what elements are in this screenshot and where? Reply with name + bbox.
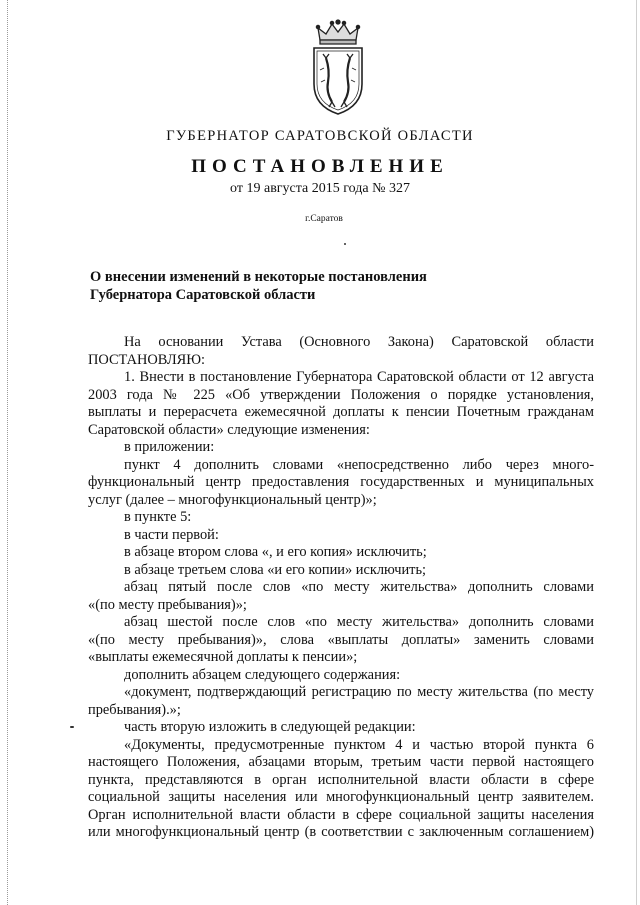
body-line: «Документы, предусмотренные пунктом 4 и частью второй пункта 6 xyxy=(124,736,594,753)
body-line: социальной защиты населения или многофункциональный центр заявителем. xyxy=(88,789,594,805)
body-line: или многофункциональный центр (в соответствии с заключенным соглашением) xyxy=(88,824,594,840)
body-line: «(по месту пребывания)», слова «выплаты доплаты» заменить словами xyxy=(88,631,594,648)
coat-of-arms-icon xyxy=(306,18,370,118)
body-line: пункт 4 дополнить словами «непосредственно либо через много- xyxy=(124,456,594,473)
body-line: в пункте 5: xyxy=(124,509,192,525)
body-line: «(по месту пребывания)»; xyxy=(88,596,247,613)
document-type: ПОСТАНОВЛЕНИЕ xyxy=(191,156,449,177)
body-line: пункта, представляются в орган исполнительной власти области в сфере xyxy=(88,771,594,788)
body-line: в приложении: xyxy=(124,439,215,455)
body-line: Орган исполнительной власти области в сфере социальной защиты населения xyxy=(88,806,594,823)
body-line: На основании Устава (Основного Закона) Саратовской области xyxy=(124,334,594,350)
body-line: Саратовской области» следующие изменения: xyxy=(88,421,370,438)
body-line: функциональный центр предоставления государственных и муниципальных xyxy=(88,474,594,490)
body-line: услуг (далее – многофункциональный центр)»; xyxy=(88,491,377,508)
body-line: абзац пятый после слов «по месту жительства» дополнить словами xyxy=(124,579,594,595)
body-line: в абзаце втором слова «, и его копия» исключить; xyxy=(124,544,427,560)
document-title xyxy=(90,268,570,304)
body-line: часть вторую изложить в следующей редакции: xyxy=(124,719,416,735)
document-title-line: Губернатора Саратовской области xyxy=(90,287,316,303)
body-line: выплаты и перерасчета ежемесячной доплаты к пенсии Почетным гражданам xyxy=(88,404,594,420)
body-line: 2003 года № 225 «Об утверждении Положения о порядке установления, xyxy=(88,386,594,403)
body-line: ПОСТАНОВЛЯЮ: xyxy=(88,351,206,368)
body-line: «документ, подтверждающий регистрацию по месту жительства (по месту xyxy=(124,684,594,700)
body-line: настоящего Положения, абзацами вторым, третьим части первой настоящего xyxy=(88,754,594,770)
document-city: г.Саратов xyxy=(305,214,343,224)
scan-speck xyxy=(344,243,346,245)
document-title-line: О внесении изменений в некоторые постановления xyxy=(90,269,427,285)
body-line: в абзаце третьем слова «и его копии» исключить; xyxy=(124,561,427,578)
issuing-authority: ГУБЕРНАТОР САРАТОВСКОЙ ОБЛАСТИ xyxy=(166,128,474,144)
body-line: абзац шестой после слов «по месту жительства» дополнить словами xyxy=(124,614,594,630)
body-line: 1. Внести в постановление Губернатора Саратовской области от 12 августа xyxy=(124,369,594,385)
body-line: пребывания).»; xyxy=(88,701,181,718)
body-line: «выплаты ежемесячной доплаты к пенсии»; xyxy=(88,649,358,665)
document-body xyxy=(88,334,594,842)
body-line: дополнить абзацем следующего содержания: xyxy=(124,666,401,683)
scan-speck xyxy=(70,726,74,728)
document-date-number: от 19 августа 2015 года № 327 xyxy=(230,181,410,196)
body-line: в части первой: xyxy=(124,526,219,543)
